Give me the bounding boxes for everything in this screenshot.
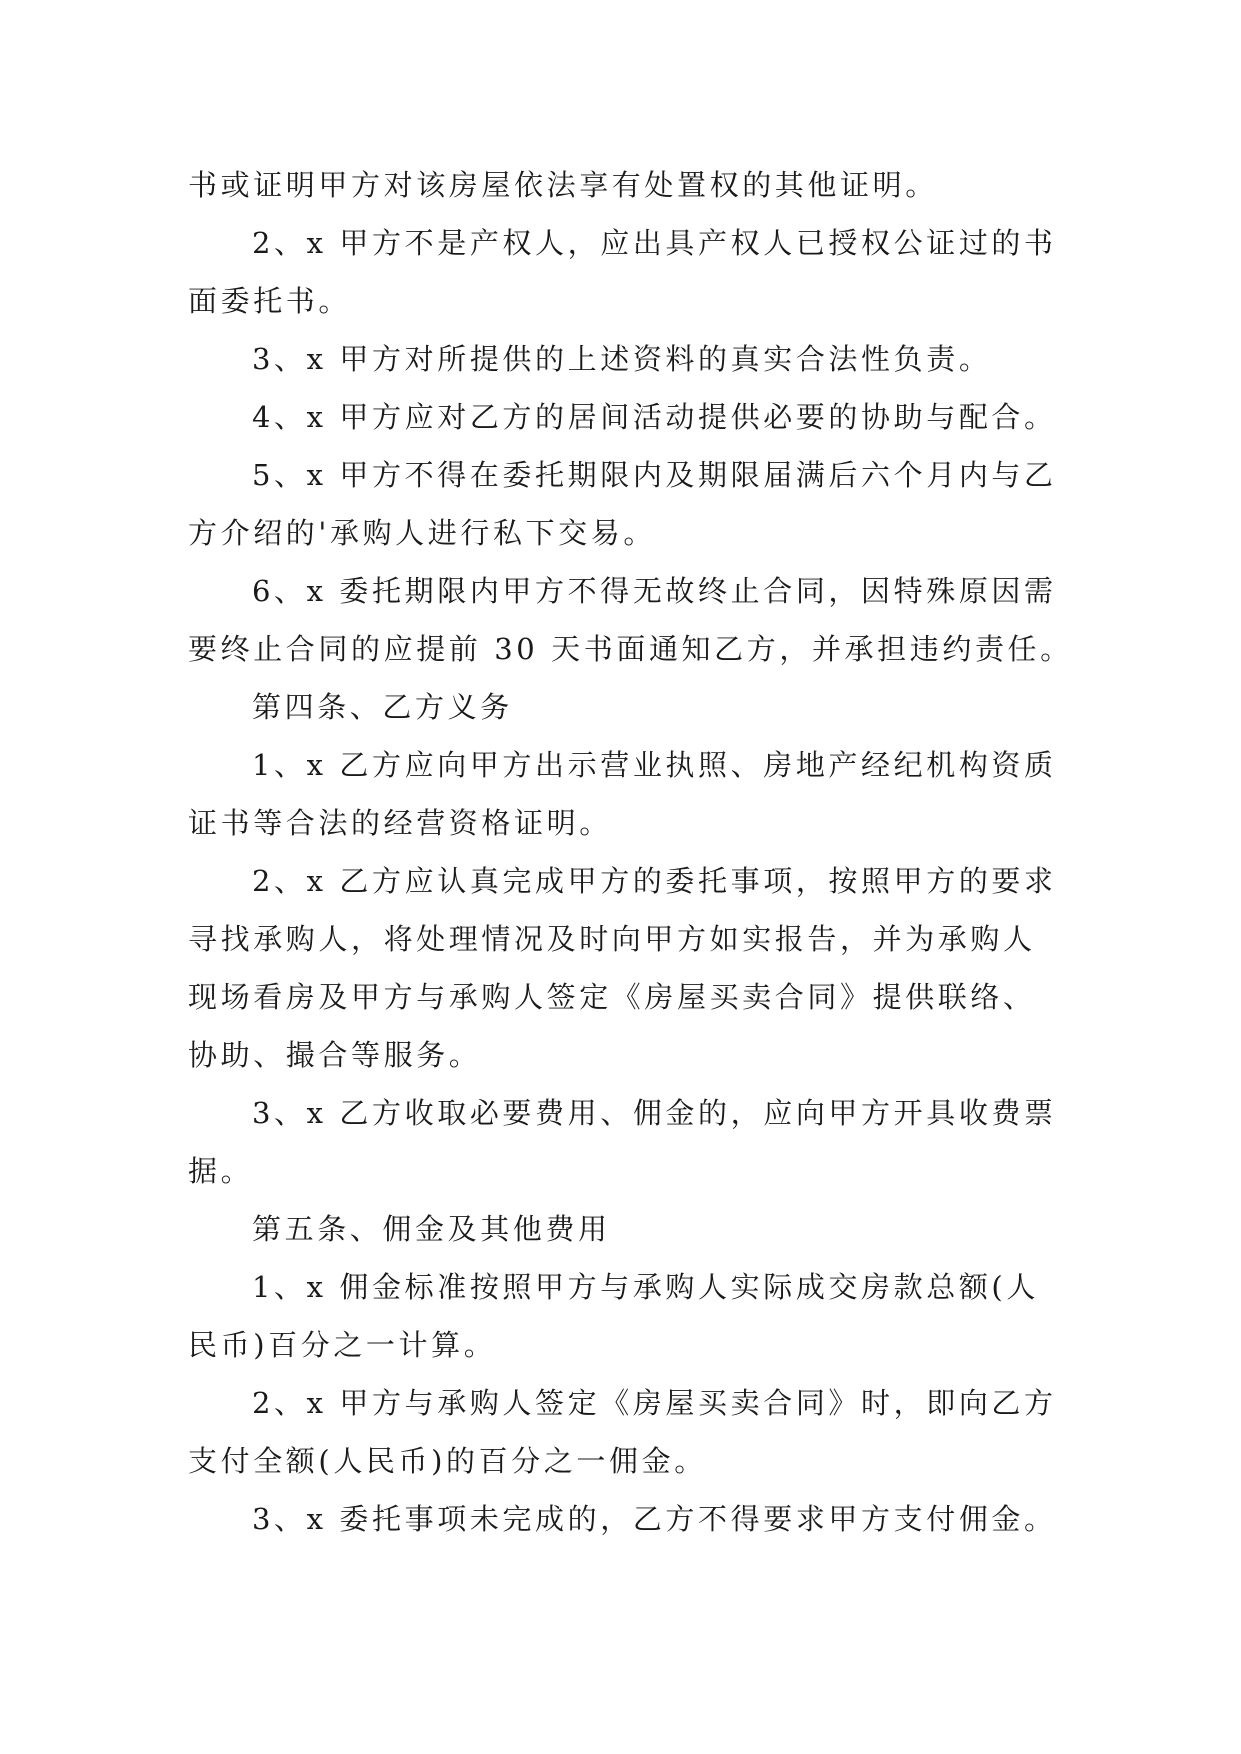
section-heading: 第五条、佣金及其他费用 bbox=[252, 1212, 611, 1246]
body-line: 寻找承购人，将处理情况及时向甲方如实报告，并为承购人 bbox=[188, 922, 1036, 956]
body-line: 6、x 委托期限内甲方不得无故终止合同，因特殊原因需 bbox=[252, 574, 1057, 608]
section-heading: 第四条、乙方义务 bbox=[252, 690, 513, 724]
body-line: 要终止合同的应提前 30 天书面通知乙方，并承担违约责任。 bbox=[188, 632, 1073, 666]
body-line: 2、x 甲方不是产权人，应出具产权人已授权公证过的书 bbox=[252, 226, 1057, 260]
body-line: 协助、撮合等服务。 bbox=[188, 1038, 482, 1072]
body-line: 1、x 乙方应向甲方出示营业执照、房地产经纪机构资质 bbox=[252, 748, 1057, 782]
document-body bbox=[188, 156, 1073, 1548]
body-line: 3、x 乙方收取必要费用、佣金的，应向甲方开具收费票 bbox=[252, 1096, 1057, 1130]
body-line: 2、x 乙方应认真完成甲方的委托事项，按照甲方的要求 bbox=[252, 864, 1057, 898]
body-line: 证书等合法的经营资格证明。 bbox=[188, 806, 612, 840]
body-line: 现场看房及甲方与承购人签定《房屋买卖合同》提供联络、 bbox=[188, 980, 1036, 1014]
body-line: 3、x 委托事项未完成的，乙方不得要求甲方支付佣金。 bbox=[252, 1502, 1057, 1536]
body-line: 3、x 甲方对所提供的上述资料的真实合法性负责。 bbox=[252, 342, 992, 376]
body-line: 书或证明甲方对该房屋依法享有处置权的其他证明。 bbox=[188, 168, 938, 202]
body-line: 4、x 甲方应对乙方的居间活动提供必要的协助与配合。 bbox=[252, 400, 1057, 434]
body-line: 支付全额(人民币)的百分之一佣金。 bbox=[188, 1444, 707, 1478]
body-line: 面委托书。 bbox=[188, 284, 352, 318]
body-line: 5、x 甲方不得在委托期限内及期限届满后六个月内与乙 bbox=[252, 458, 1057, 492]
body-line: 1、x 佣金标准按照甲方与承购人实际成交房款总额(人 bbox=[252, 1270, 1039, 1304]
body-line: 民币)百分之一计算。 bbox=[188, 1328, 497, 1362]
body-line: 2、x 甲方与承购人签定《房屋买卖合同》时，即向乙方 bbox=[252, 1386, 1057, 1420]
body-line: 据。 bbox=[188, 1154, 254, 1188]
body-line: 方介绍的'承购人进行私下交易。 bbox=[188, 516, 656, 550]
